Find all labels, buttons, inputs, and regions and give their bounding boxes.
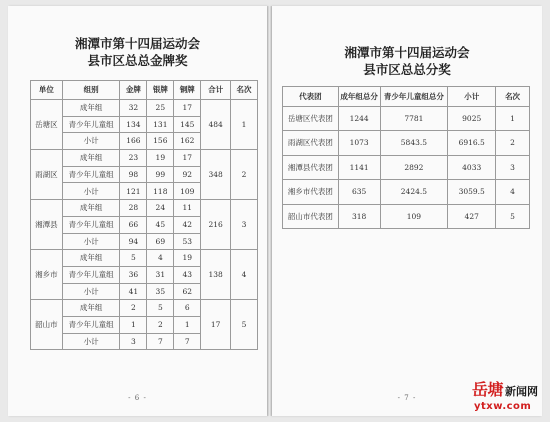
total-cell: 484 [201, 100, 231, 150]
page-number: - 6 - [128, 394, 147, 402]
total-cell: 216 [201, 200, 231, 250]
group-cell: 小计 [62, 133, 120, 150]
silver-cell: 7 [147, 333, 174, 350]
team-cell: 岳塘区代表团 [283, 107, 339, 131]
youth-score-cell: 109 [380, 204, 448, 228]
group-cell: 小计 [62, 283, 120, 300]
bronze-cell: 62 [174, 283, 201, 300]
header-adult-score: 成年组总分 [338, 87, 380, 107]
table-row [283, 107, 530, 131]
silver-cell: 2 [147, 316, 174, 333]
header-group: 组别 [62, 81, 120, 100]
score-header-row [283, 87, 530, 107]
rank-cell: 3 [231, 200, 258, 250]
bronze-cell: 17 [174, 150, 201, 167]
silver-cell: 99 [147, 166, 174, 183]
header-rank: 名次 [496, 87, 530, 107]
group-cell: 成年组 [62, 250, 120, 267]
watermark-brand: 岳塘 [471, 380, 503, 399]
team-cell: 湘乡市代表团 [283, 180, 339, 204]
table-row [283, 155, 530, 179]
header-bronze: 铜牌 [174, 81, 201, 100]
rank-cell: 5 [496, 204, 530, 228]
site-watermark [472, 377, 538, 412]
gold-cell: 32 [120, 100, 147, 117]
bronze-cell: 162 [174, 133, 201, 150]
unit-name: 韶山市 [31, 300, 63, 350]
youth-score-cell: 5843.5 [380, 131, 448, 155]
gold-cell: 23 [120, 150, 147, 167]
bronze-cell: 17 [174, 100, 201, 117]
silver-cell: 69 [147, 233, 174, 250]
gold-cell: 166 [120, 133, 147, 150]
group-cell: 青少年儿童组 [62, 266, 120, 283]
total-cell: 348 [201, 150, 231, 200]
watermark-url: ytxw.com [473, 401, 532, 412]
silver-cell: 25 [147, 100, 174, 117]
rank-cell: 1 [496, 107, 530, 131]
silver-cell: 4 [147, 250, 174, 267]
header-total: 合计 [201, 81, 231, 100]
gold-cell: 3 [120, 333, 147, 350]
silver-cell: 118 [147, 183, 174, 200]
bronze-cell: 53 [174, 233, 201, 250]
subtotal-cell: 4033 [448, 155, 496, 179]
bronze-cell: 6 [174, 300, 201, 317]
youth-score-cell: 7781 [380, 107, 448, 131]
bronze-cell: 11 [174, 200, 201, 217]
right-page [272, 6, 542, 416]
header-team: 代表团 [283, 87, 339, 107]
adult-score-cell: 1244 [338, 107, 380, 131]
subtotal-cell: 6916.5 [448, 131, 496, 155]
bronze-cell: 42 [174, 216, 201, 233]
subtotal-cell: 9025 [448, 107, 496, 131]
team-cell: 韶山市代表团 [283, 204, 339, 228]
header-subtotal: 小计 [448, 87, 496, 107]
header-rank: 名次 [231, 81, 258, 100]
unit-name: 岳塘区 [31, 100, 63, 150]
gold-cell: 41 [120, 283, 147, 300]
bronze-cell: 109 [174, 183, 201, 200]
adult-score-cell: 1073 [338, 131, 380, 155]
score-title-line2: 县市区总总分奖 [363, 62, 451, 77]
rank-cell: 2 [496, 131, 530, 155]
table-row [283, 180, 530, 204]
score-title [272, 44, 542, 78]
adult-score-cell: 635 [338, 180, 380, 204]
gold-cell: 98 [120, 166, 147, 183]
table-row [31, 150, 258, 167]
group-cell: 小计 [62, 183, 120, 200]
team-cell: 湘潭县代表团 [283, 155, 339, 179]
gold-cell: 121 [120, 183, 147, 200]
silver-cell: 24 [147, 200, 174, 217]
gold-cell: 1 [120, 316, 147, 333]
group-cell: 成年组 [62, 300, 120, 317]
gold-cell: 2 [120, 300, 147, 317]
total-cell: 17 [201, 300, 231, 350]
medal-title-line2: 县市区总总金牌奖 [87, 53, 188, 68]
group-cell: 小计 [62, 333, 120, 350]
group-cell: 青少年儿童组 [62, 116, 120, 133]
rank-cell: 2 [231, 150, 258, 200]
group-cell: 青少年儿童组 [62, 166, 120, 183]
adult-score-cell: 318 [338, 204, 380, 228]
total-cell: 138 [201, 250, 231, 300]
youth-score-cell: 2892 [380, 155, 448, 179]
bronze-cell: 92 [174, 166, 201, 183]
team-cell: 雨湖区代表团 [283, 131, 339, 155]
bronze-cell: 43 [174, 266, 201, 283]
gold-cell: 134 [120, 116, 147, 133]
rank-cell: 5 [231, 300, 258, 350]
gold-cell: 36 [120, 266, 147, 283]
table-row [31, 100, 258, 117]
score-title-line1: 湘潭市第十四届运动会 [344, 45, 470, 60]
table-row [31, 300, 258, 317]
gold-cell: 5 [120, 250, 147, 267]
header-youth-score: 青少年儿童组总分 [380, 87, 448, 107]
medal-table [30, 80, 258, 350]
medal-title [8, 35, 267, 69]
medal-header-row [31, 81, 258, 100]
group-cell: 成年组 [62, 100, 120, 117]
unit-name: 湘乡市 [31, 250, 63, 300]
unit-name: 雨湖区 [31, 150, 63, 200]
silver-cell: 31 [147, 266, 174, 283]
group-cell: 成年组 [62, 200, 120, 217]
adult-score-cell: 1141 [338, 155, 380, 179]
header-silver: 银牌 [147, 81, 174, 100]
group-cell: 成年组 [62, 150, 120, 167]
silver-cell: 156 [147, 133, 174, 150]
silver-cell: 5 [147, 300, 174, 317]
table-row [31, 250, 258, 267]
gold-cell: 66 [120, 216, 147, 233]
rank-cell: 1 [231, 100, 258, 150]
silver-cell: 45 [147, 216, 174, 233]
left-page [8, 6, 267, 416]
table-row [31, 200, 258, 217]
rank-cell: 4 [231, 250, 258, 300]
subtotal-cell: 3059.5 [448, 180, 496, 204]
silver-cell: 19 [147, 150, 174, 167]
gold-cell: 28 [120, 200, 147, 217]
youth-score-cell: 2424.5 [380, 180, 448, 204]
group-cell: 小计 [62, 233, 120, 250]
medal-title-line1: 湘潭市第十四届运动会 [74, 36, 200, 51]
bronze-cell: 19 [174, 250, 201, 267]
bronze-cell: 7 [174, 333, 201, 350]
unit-name: 湘潭县 [31, 200, 63, 250]
header-unit: 单位 [31, 81, 63, 100]
watermark-subtitle: 新闻网 [505, 385, 538, 398]
subtotal-cell: 427 [448, 204, 496, 228]
group-cell: 青少年儿童组 [62, 316, 120, 333]
bronze-cell: 1 [174, 316, 201, 333]
table-row [283, 131, 530, 155]
group-cell: 青少年儿童组 [62, 216, 120, 233]
table-row [283, 204, 530, 228]
gold-cell: 94 [120, 233, 147, 250]
silver-cell: 131 [147, 116, 174, 133]
silver-cell: 35 [147, 283, 174, 300]
header-gold: 金牌 [120, 81, 147, 100]
page-number: - 7 - [397, 394, 417, 402]
bronze-cell: 145 [174, 116, 201, 133]
rank-cell: 4 [496, 180, 530, 204]
rank-cell: 3 [496, 155, 530, 179]
score-table [282, 86, 530, 229]
